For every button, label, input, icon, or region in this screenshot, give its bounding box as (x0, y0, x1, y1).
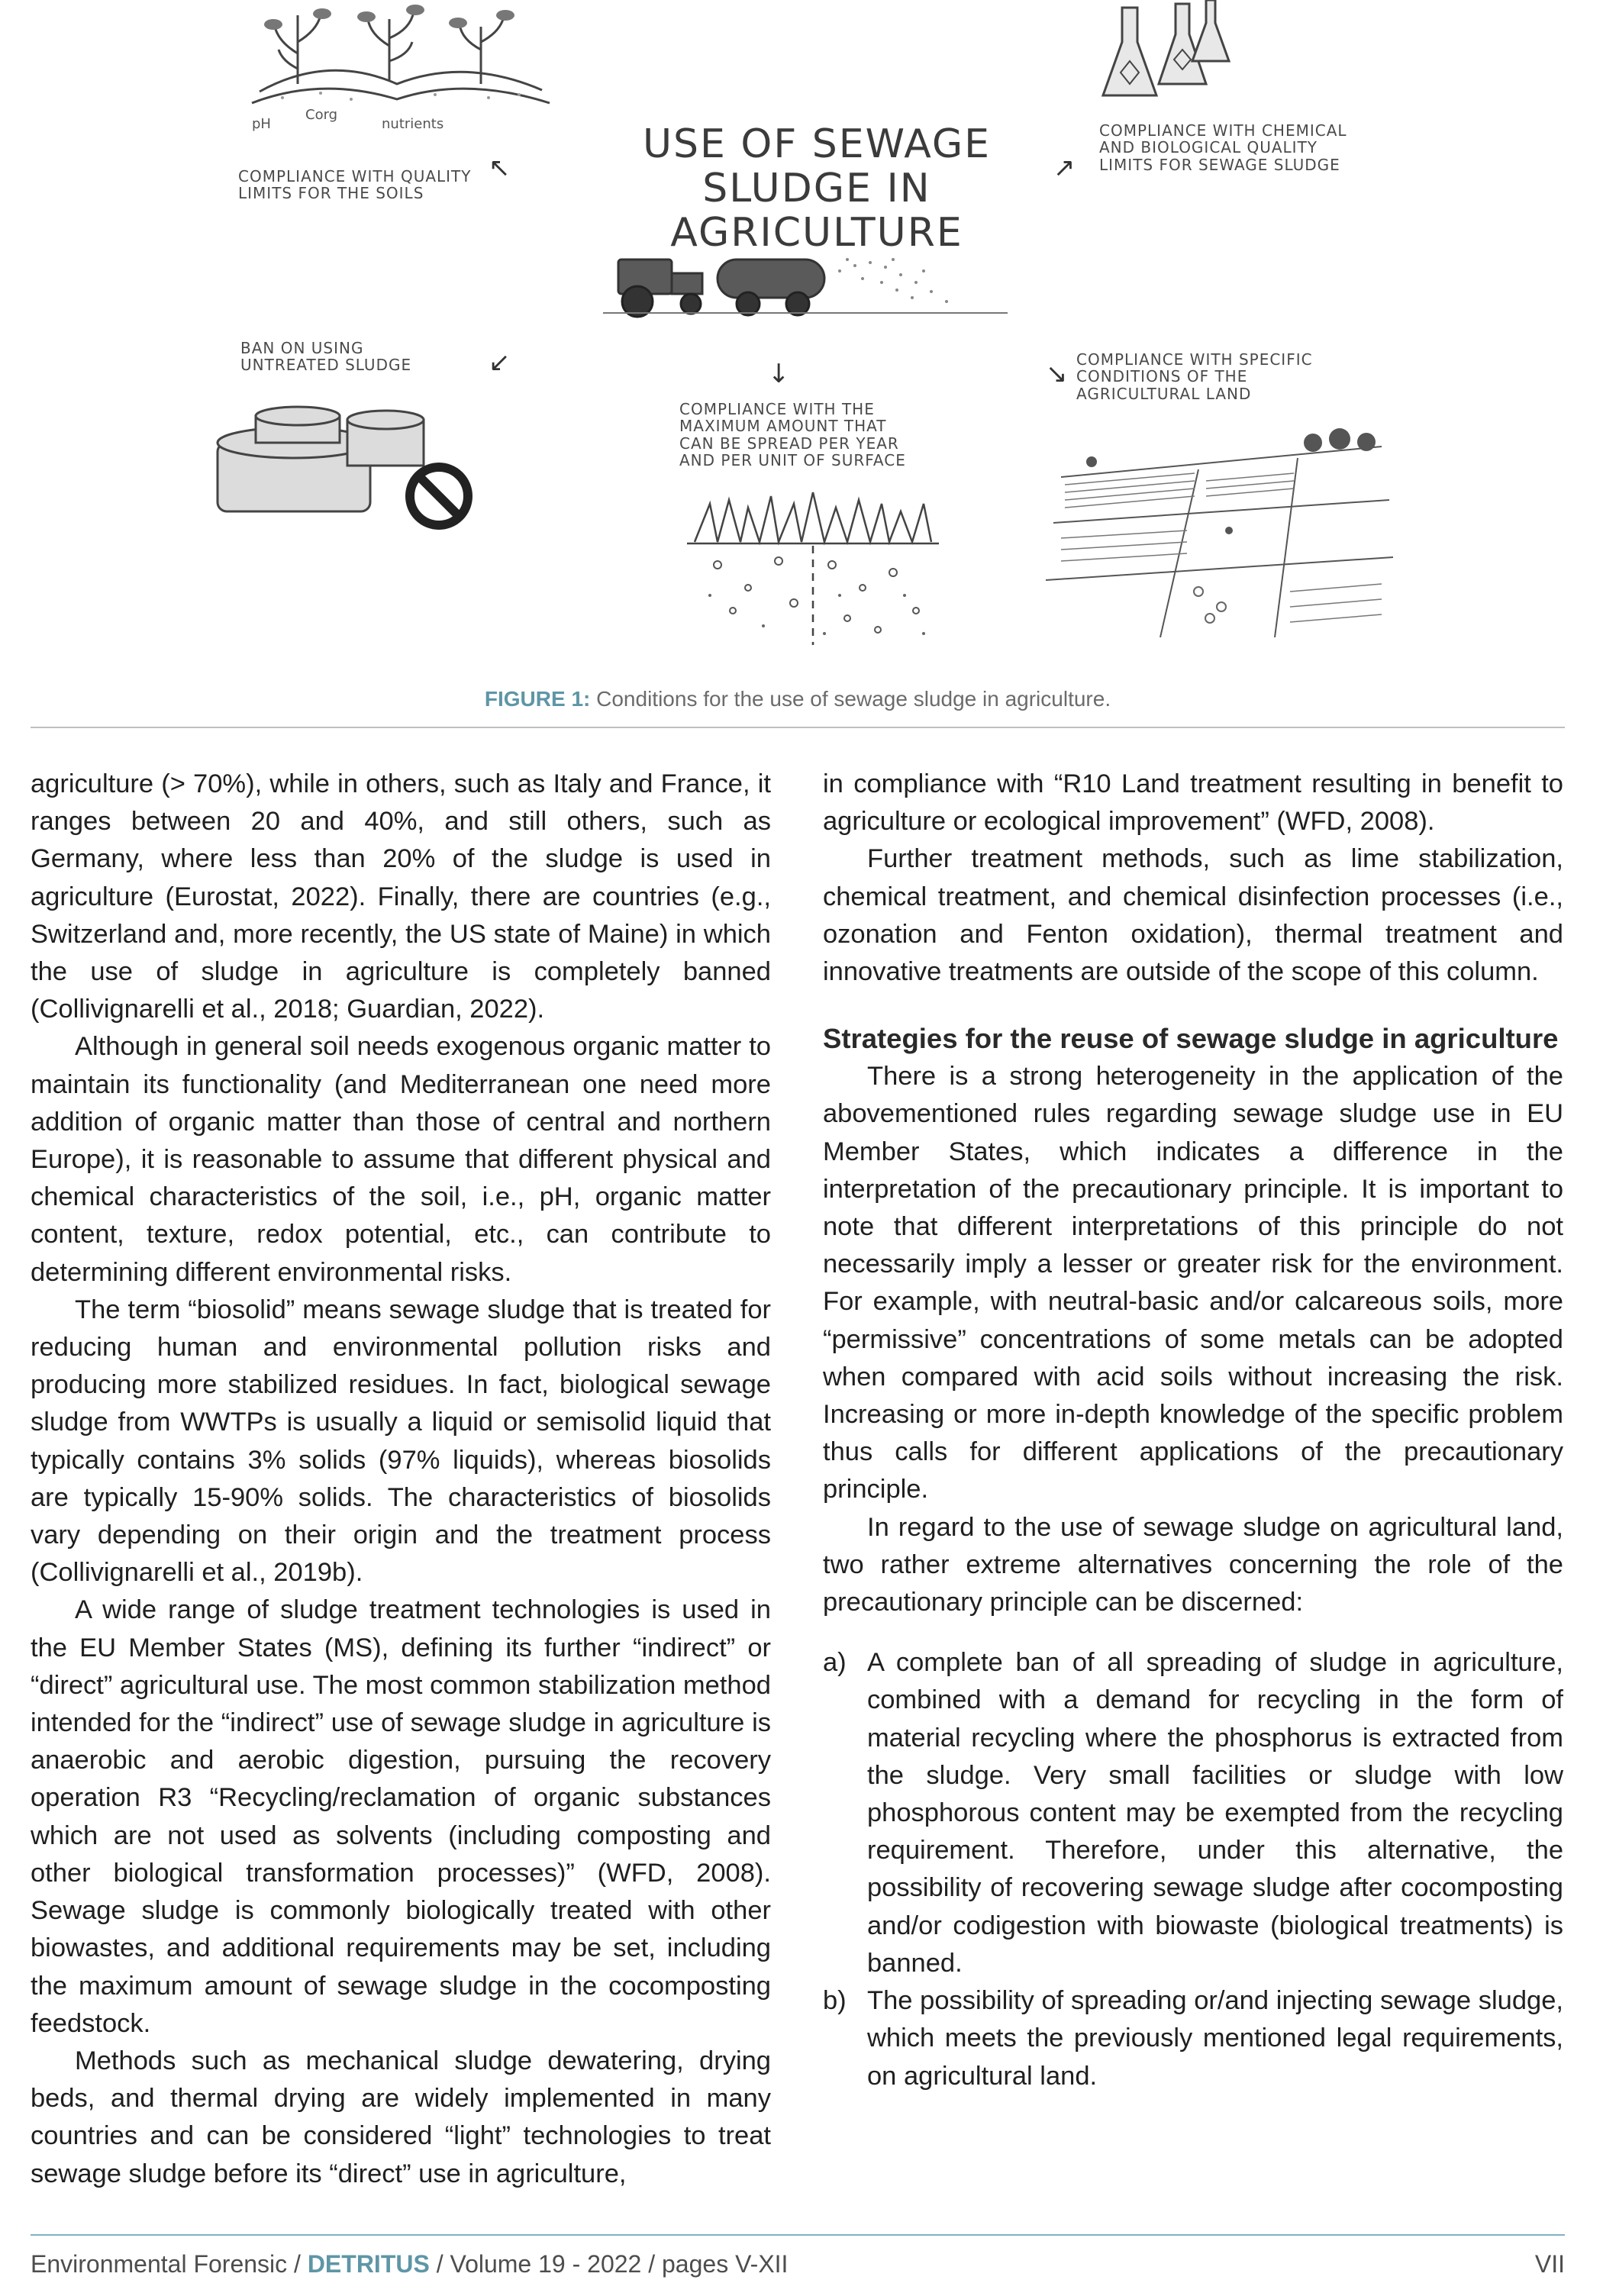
arrow-up-left: ↖ (489, 153, 511, 183)
paragraph: Further treatment methods, such as lime stabilization, chemical treatment, and chemical disinfection processes (i.e., ozonation and Fenton oxidation), thermal treatment and innovative treatments are outside of the scope of this column. (823, 844, 1563, 987)
soil-profile-sketch (687, 489, 939, 649)
tractor-sketch (595, 237, 1023, 321)
soil-label-ph: pH (252, 116, 271, 132)
figure-title: USE OF SEWAGE SLUDGE IN AGRICULTURE (642, 121, 992, 256)
paragraph: In regard to the use of sewage sludge on agricultural land, two rather extreme alternatives concerning the role of the precautionary principle can be discerned: (823, 1512, 1563, 1617)
arrow-down-left: ↙ (489, 347, 511, 378)
alternatives-list (823, 1644, 1563, 2094)
paragraph: Although in general soil needs exogenous organic matter to maintain its functionality (and Mediterranean one need more addition of organic matter than those of central and northern Europe), it is reasonable to assume that different physical and chemical characteristics of the soil, i.e., pH, organic matter content, texture, redox potential, etc., can contribute to determining different environmental risks. (31, 1032, 771, 1287)
flasks-sketch (1092, 0, 1244, 114)
footer-journal: DETRITUS (307, 2250, 430, 2278)
soil-label-nutrients: nutrients (382, 116, 444, 132)
arrow-up-right: ↗ (1053, 153, 1076, 183)
soils-quality-label: COMPLIANCE WITH QUALITY LIMITS FOR THE SOILS (238, 167, 472, 203)
footer-divider (31, 2234, 1565, 2236)
paragraph: agriculture (> 70%), while in others, such as Italy and France, it ranges between 20 and 40%, and still others, such as Germany, where less than 20% of the sludge is used in agriculture (Eurostat, 2022). Finally, there are countries (e.g., Switzerland and, more recently, the US state of Maine) in which the use of sludge in agriculture is completely banned (Collivignarelli et al., 2018; Guardian, 2022). (31, 769, 771, 1024)
list-marker: a) (823, 1648, 847, 1678)
paragraph: There is a strong heterogeneity in the application of the abovementioned rules regarding sewage sludge use in EU Member States, which indicates a difference in the interpretation of the precautionary principle. It is important to note that different interpretations of this principle do not necessarily imply a lesser or greater risk for the environment. For example, with neutral-basic and/or calcareous soils, more “permissive” concentrations of some metals can be adopted when compared with acid soils without increasing the risk. Increasing or more in-depth knowledge of the specific problem thus calls for different applications of the precautionary principle. (823, 1062, 1563, 1504)
agricultural-land-label: COMPLIANCE WITH SPECIFIC CONDITIONS OF THE AGRICULTURAL LAND (1076, 350, 1313, 403)
figure-caption (31, 687, 1565, 711)
page-number: VII (1534, 2250, 1565, 2278)
list-item-text: The possibility of spreading or/and injecting sewage sludge, which meets the previously mentioned legal requirements, on agricultural land. (867, 1986, 1563, 2091)
ban-untreated-label: BAN ON USING UNTREATED SLUDGE (240, 339, 412, 375)
figure-caption-label: FIGURE 1: (484, 687, 591, 711)
plants-sketch (237, 0, 557, 122)
arrow-down: ↓ (768, 359, 790, 389)
left-column (31, 766, 771, 2193)
paragraph: The term “biosolid” means sewage sludge that is treated for reducing human and environmental pollution risks and producing more stabilized residues. In fact, biological sewage sludge from WWTPs is usually a liquid or semisolid liquid that typically contains 3% solids (97% liquids), whereas biosolids are typically 15-90% solids. The characteristics of biosolids vary depending on their origin and the treatment process (Collivignarelli et al., 2019b). (31, 1295, 771, 1588)
soil-label-corg: Corg (305, 107, 338, 123)
section-heading: Strategies for the reuse of sewage sludge in agriculture (823, 1023, 1559, 1055)
arrow-down-right: ↘ (1046, 359, 1068, 389)
figure-divider (31, 727, 1565, 728)
list-item (823, 1644, 1563, 1982)
farmland-sketch (1046, 416, 1397, 637)
paragraph: Methods such as mechanical sludge dewatering, drying beds, and thermal drying are widely implemented in many countries and can be considered “light” technologies to treat sewage sludge before its “direct” use in agriculture, (31, 2046, 771, 2188)
paragraph: A wide range of sludge treatment technologies is used in the EU Member States (MS), defining its further “indirect” or “direct” agricultural use. The most common stabilization method intended for the “indirect” use of sewage sludge in agriculture is anaerobic and aerobic digestion, pursuing the recovery operation R3 “Recycling/reclamation of organic substances which are not used as solvents (including composting and other biological transformation processes)” (WFD, 2008). Sewage sludge is commonly biologically treated with other biowastes, and additional requirements may be set, including the maximum amount of sewage sludge in the cocomposting feedstock. (31, 1595, 771, 2038)
list-item (823, 1982, 1563, 2095)
chemical-limits-label: COMPLIANCE WITH CHEMICAL AND BIOLOGICAL QUALITY LIMITS FOR SEWAGE SLUDGE (1099, 121, 1347, 174)
footer-suffix: / Volume 19 - 2022 / pages V-XII (429, 2250, 789, 2278)
paragraph: in compliance with “R10 Land treatment resulting in benefit to agriculture or ecological improvement” (WFD, 2008). (823, 769, 1563, 837)
footer-prefix: Environmental Forensic / (31, 2250, 308, 2278)
list-item-text: A complete ban of all spreading of sludge in agriculture, combined with a demand for recycling in the form of material recycling where the phosphorus is extracted from the sludge. Very small facilities or sludge with low phosphorous content may be exempted from the recycling requirement. Therefore, under this alternative, the possibility of recovering sewage sludge after cocomposting and/or codigestion with biowaste (biological treatments) is banned. (867, 1648, 1563, 1978)
digester-tanks-sketch (210, 397, 500, 542)
right-column (823, 766, 1563, 2095)
figure (31, 0, 1565, 711)
max-amount-label: COMPLIANCE WITH THE MAXIMUM AMOUNT THAT CAN BE SPREAD PER YEAR AND PER UNIT OF SURFACE (679, 400, 906, 470)
figure-caption-text: Conditions for the use of sewage sludge in agriculture. (590, 687, 1111, 711)
footer-citation (31, 2250, 788, 2278)
list-marker: b) (823, 1986, 847, 2016)
